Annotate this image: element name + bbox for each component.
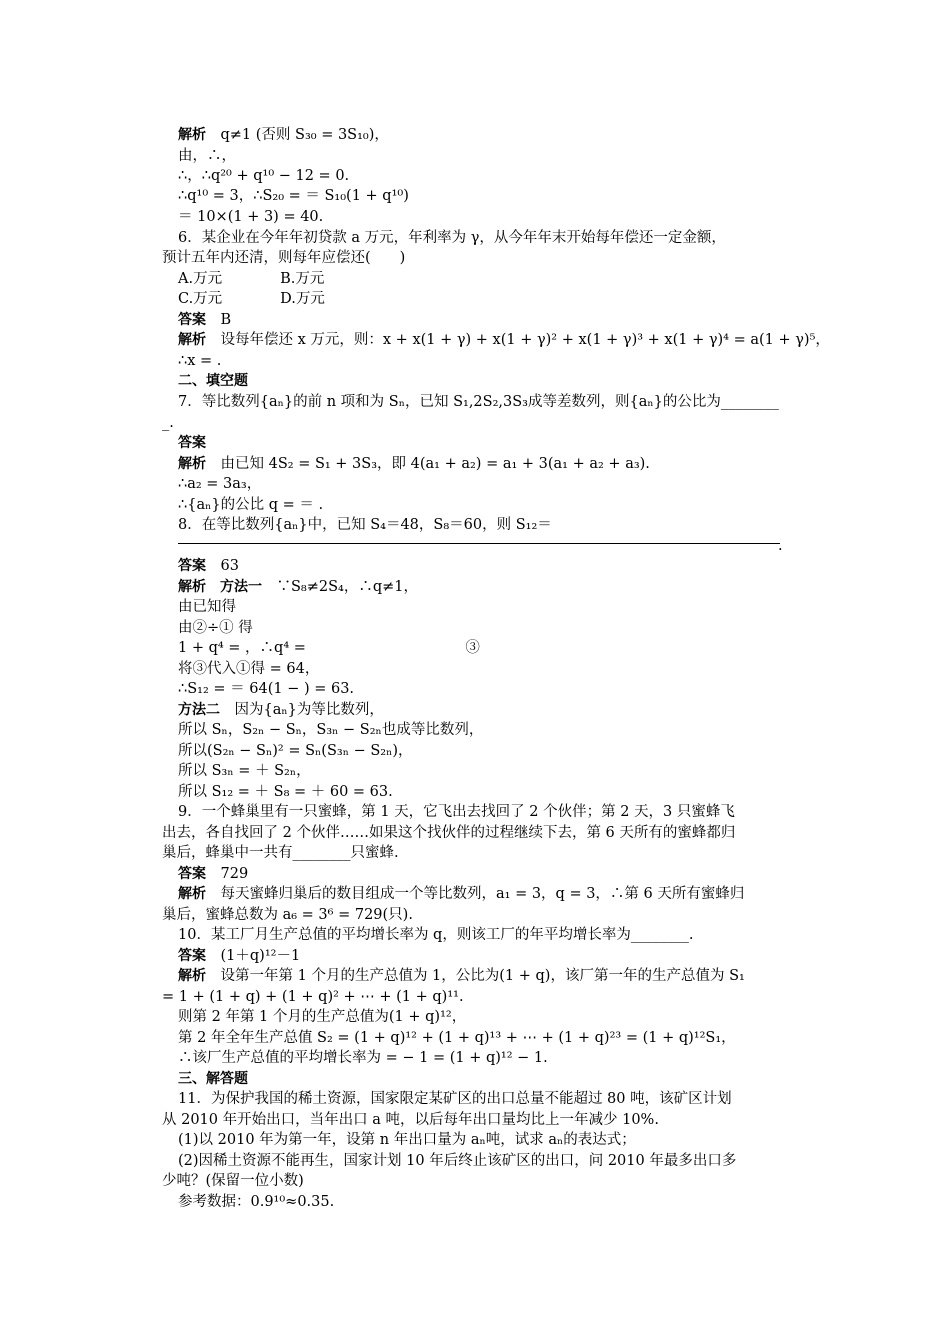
text-line: 由，∴， bbox=[178, 148, 236, 164]
question-6: 6．某企业在今年年初贷款 a 万元，年利率为 γ，从今年年末开始每年偿还一定金额， bbox=[178, 230, 726, 246]
text-line: ∴S₁₂ = ＝ 64(1 − ) = 63. bbox=[178, 681, 355, 697]
question-11: 11．为保护我国的稀土资源，国家限定某矿区的出口总量不能超过 80 吨，该矿区计划 bbox=[178, 1091, 732, 1107]
answer-line: 答案 (1＋q)¹²－1 bbox=[178, 948, 301, 964]
option-line: C.万元 D.万元 bbox=[178, 291, 325, 307]
text-line: 所以(S₂ₙ − Sₙ)² = Sₙ(S₃ₙ − S₂ₙ)， bbox=[178, 743, 413, 759]
text-line: 少吨？(保留一位小数) bbox=[162, 1173, 304, 1189]
answer-line: 答案 63 bbox=[178, 558, 239, 574]
text-line: ∴该厂生产总值的平均增长率为 = − 1 = (1 + q)¹² − 1. bbox=[178, 1050, 548, 1066]
answer-line: 答案 729 bbox=[178, 866, 249, 882]
text-line: 则第 2 年第 1 个月的生产总值为(1 + q)¹²， bbox=[178, 1009, 467, 1025]
analysis-line: 解析 设第一年第 1 个月的生产总值为 1，公比为(1 + q)，该厂第一年的生产总值为 S₁ bbox=[178, 968, 745, 984]
analysis-line: 解析 每天蜜蜂归巢后的数目组成一个等比数列，a₁ = 3，q = 3，∴第 6 天所有蜜蜂归 bbox=[178, 886, 745, 902]
method-line: 方法二 因为{aₙ}为等比数列， bbox=[178, 702, 384, 718]
text-line: (1)以 2010 年为第一年，设第 n 年出口量为 aₙ吨，试求 aₙ的表达式； bbox=[178, 1132, 636, 1148]
text-line: = 1 + (1 + q) + (1 + q)² + ⋯ + (1 + q)¹¹. bbox=[162, 989, 464, 1005]
text-line: 由②÷① 得 bbox=[178, 620, 253, 636]
text-line: 所以 S₃ₙ = ＋ S₂ₙ， bbox=[178, 763, 311, 779]
answer-line: 答案 B bbox=[178, 312, 232, 328]
text-line: ＝ 10×(1 + 3) = 40. bbox=[178, 209, 324, 225]
text-line: 由已知得 bbox=[178, 599, 236, 615]
reference-data: 参考数据：0.9¹⁰≈0.35. bbox=[178, 1194, 335, 1210]
text-line: 预计五年内还清，则每年应偿还( ) bbox=[162, 250, 406, 266]
section-heading: 二、填空题 bbox=[178, 373, 248, 389]
text-line: 将③代入①得 = 64， bbox=[178, 661, 320, 677]
text-line: 所以 Sₙ，S₂ₙ − Sₙ，S₃ₙ − S₂ₙ也成等比数列， bbox=[178, 722, 484, 738]
question-7: 7．等比数列{aₙ}的前 n 项和为 Sₙ，已知 S₁,2S₂,3S₃成等差数列，则{aₙ}的公比为________ bbox=[178, 394, 779, 410]
text-line: ∴q¹⁰ = 3，∴S₂₀ = ＝ S₁₀(1 + q¹⁰) bbox=[178, 188, 409, 204]
text-line: 1 + q⁴ = ，∴q⁴ = ③ bbox=[178, 640, 480, 656]
option-line: A.万元 B.万元 bbox=[178, 271, 325, 287]
text-line: 巢后，蜂巢中一共有________只蜜蜂. bbox=[162, 845, 399, 861]
text-line: ∴{aₙ}的公比 q = ＝ . bbox=[178, 497, 324, 513]
text-line: 第 2 年全年生产总值 S₂ = (1 + q)¹² + (1 + q)¹³ + ⋯ + (1 + q)²³ = (1 + q)¹²S₁， bbox=[178, 1030, 736, 1046]
label: 解析 bbox=[178, 127, 206, 143]
question-8: 8．在等比数列{aₙ}中，已知 S₄＝48，S₈＝60，则 S₁₂＝ bbox=[178, 517, 552, 533]
text-line: 巢后，蜜蜂总数为 a₆ = 3⁶ = 729(只). bbox=[162, 907, 413, 923]
text-line: _. bbox=[162, 415, 174, 431]
question-10: 10．某工厂月生产总值的平均增长率为 q，则该工厂的年平均增长率为________. bbox=[178, 927, 694, 943]
text-line: ∴a₂ = 3a₃， bbox=[178, 476, 262, 492]
text-line: ∴x = . bbox=[178, 353, 222, 369]
analysis-line: 解析 由已知 4S₂ = S₁ + 3S₃，即 4(a₁ + a₂) = a₁ + 3(a₁ + a₂ + a₃). bbox=[178, 456, 650, 472]
answer-line: 答案 bbox=[178, 435, 206, 451]
section-heading: 三、解答题 bbox=[178, 1071, 248, 1087]
text-line: . bbox=[778, 538, 783, 554]
text-line: 所以 S₁₂ = ＋ S₈ = ＋ 60 = 63. bbox=[178, 784, 393, 800]
text-line: 解析 q≠1 (否则 S₃₀ = 3S₁₀)， bbox=[178, 127, 389, 143]
question-9: 9．一个蜂巢里有一只蜜蜂，第 1 天，它飞出去找回了 2 个伙伴；第 2 天，3 只蜜蜂飞 bbox=[178, 804, 735, 820]
text-line: 出去，各自找回了 2 个伙伴……如果这个找伙伴的过程继续下去，第 6 天所有的蜜蜂都归 bbox=[162, 825, 736, 841]
text-line: (2)因稀土资源不能再生，国家计划 10 年后终止该矿区的出口，问 2010 年最多出口多 bbox=[178, 1153, 737, 1169]
text-line: ∴，∴q²⁰ + q¹⁰ − 12 = 0. bbox=[178, 168, 350, 184]
analysis-line: 解析 设每年偿还 x 万元，则：x + x(1 + γ) + x(1 + γ)² + x(1 + γ)³ + x(1 + γ)⁴ = a(1 + γ)⁵， bbox=[178, 332, 830, 348]
analysis-line: 解析 方法一 ∵S₈≠2S₄，∴q≠1， bbox=[178, 579, 419, 595]
text-line: 从 2010 年开始出口，当年出口 a 吨，以后每年出口量均比上一年减少 10%. bbox=[162, 1112, 659, 1128]
answer-blank bbox=[178, 543, 780, 544]
